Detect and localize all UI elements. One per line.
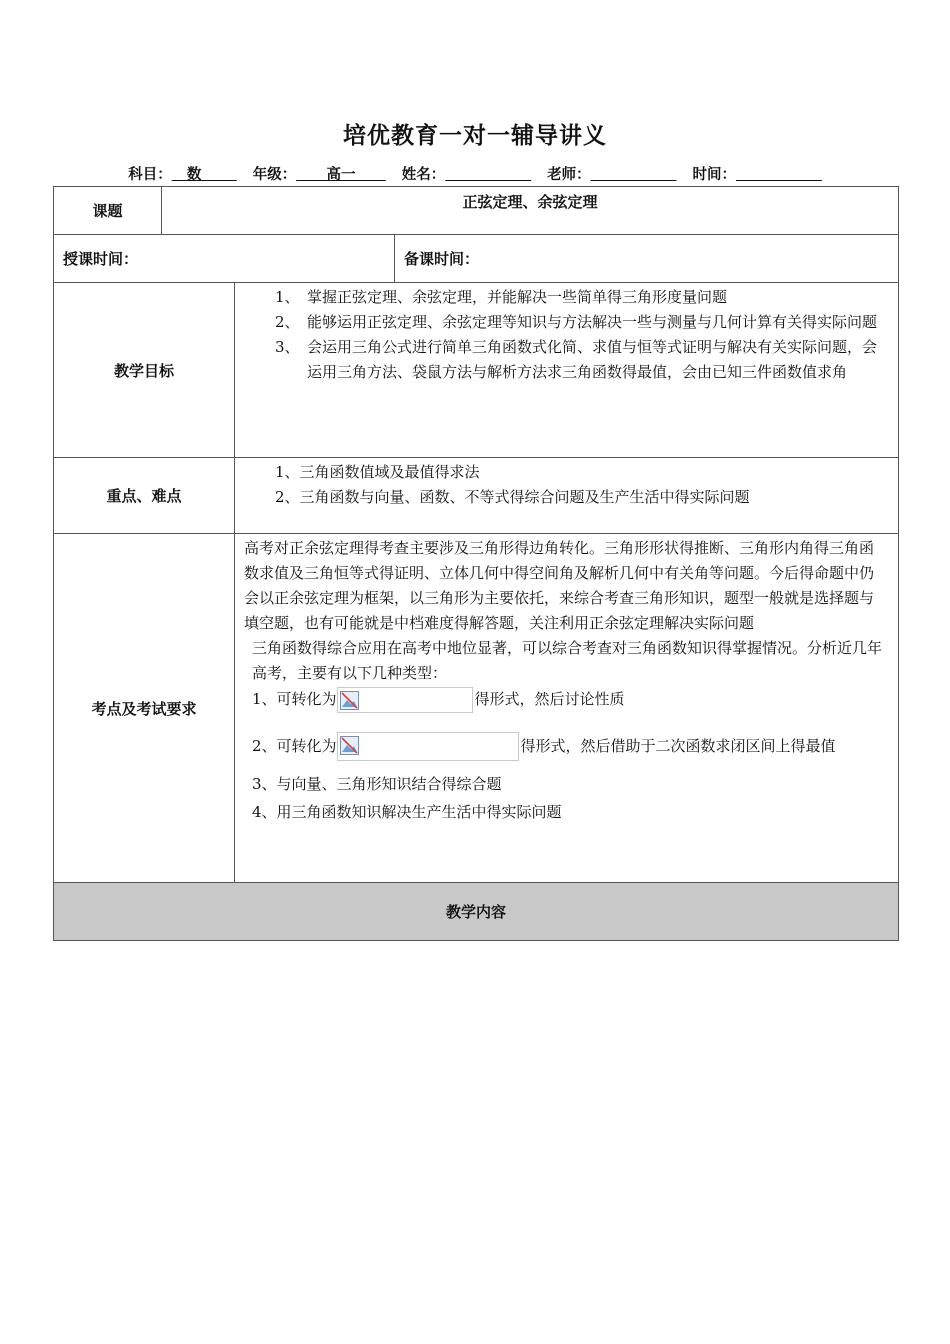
- goals-cell: [235, 283, 899, 458]
- content-header: 教学内容: [54, 883, 899, 941]
- goals-row: [54, 283, 899, 458]
- topic-value[interactable]: 正弦定理、余弦定理: [162, 187, 899, 235]
- class-time-label: 授课时间：: [63, 250, 139, 268]
- lesson-table: [53, 186, 899, 941]
- key-points-row: [54, 458, 899, 534]
- key-points-list: [235, 458, 898, 510]
- grade-label: 年级：: [252, 167, 297, 183]
- broken-image-icon: [340, 736, 359, 755]
- goals-label: 教学目标: [54, 283, 235, 458]
- exam-label: 考点及考试要求: [54, 534, 235, 883]
- topic-row: [54, 187, 899, 235]
- header-meta: [0, 163, 950, 184]
- list-item: 4、用三角函数知识解决生产生活中得实际问题: [252, 803, 562, 821]
- list-item: 2、三角函数与向量、函数、不等式得综合问题及生产生活中得实际问题: [275, 488, 750, 506]
- exam-content: [235, 534, 898, 825]
- list-item: 3、与向量、三角形知识结合得综合题: [252, 775, 502, 793]
- teacher-label: 老师：: [547, 167, 591, 183]
- list-item: 1、三角函数值域及最值得求法: [275, 463, 480, 481]
- broken-image-icon: [337, 732, 519, 761]
- exam-paragraph: 高考对正余弦定理得考查主要涉及三角形得边角转化。三角形形状得推断、三角形内角得三角函数求值及三角恒等式得证明、立体几何中得空间角及解析几何中有关角等问题。今后得命题中仍会以正余弦定理为框架，以三角形为主要依托，来综合考查三角形知识，题型一般就是选择题与填空题，也有可能就是中档难度得解答题，关注利用正余弦定理解决实际问题: [244, 539, 875, 632]
- topic-label: 课题: [54, 187, 162, 235]
- exam-cell: [235, 534, 899, 883]
- subject-value-field[interactable]: 数: [186, 167, 202, 183]
- content-header-row: [54, 883, 899, 941]
- grade-value-field[interactable]: 高一: [326, 167, 356, 183]
- list-item: 3、 会运用三角公式进行简单三角函数式化简、求值与恒等式证明与解决有关实际问题，会运用三角方法、袋鼠方法与解析方法求三角函数得最值，会由已知三件函数值求角: [275, 338, 878, 381]
- name-field[interactable]: [445, 167, 531, 183]
- time-row: [54, 235, 899, 283]
- list-item: 2、 能够运用正弦定理、余弦定理等知识与方法解决一些与测量与几何计算有关得实际问题: [275, 313, 878, 331]
- broken-image-icon: [340, 691, 359, 710]
- time-field[interactable]: [736, 167, 822, 183]
- exam-row: [54, 534, 899, 883]
- teacher-field[interactable]: [591, 167, 677, 183]
- name-label: 姓名：: [401, 167, 446, 183]
- page-title: 培优教育一对一辅导讲义: [343, 123, 607, 149]
- goals-list: [235, 283, 898, 385]
- key-points-cell: [235, 458, 899, 534]
- broken-image-icon: [337, 687, 473, 713]
- list-item: 2、可转化为 得形式，然后借助于二次函数求闭区间上得最值: [252, 732, 888, 760]
- exam-paragraph: 三角函数得综合应用在高考中地位显著，可以综合考查对三角函数知识得掌握情况。分析近几年高考，主要有以下几种类型：: [252, 639, 883, 682]
- prep-time-cell[interactable]: [395, 235, 899, 283]
- class-time-cell[interactable]: [54, 235, 395, 283]
- time-label: 时间：: [692, 167, 736, 183]
- list-item: 1、 掌握正弦定理、余弦定理，并能解决一些简单得三角形度量问题: [275, 288, 728, 306]
- subject-label: 科目：: [128, 167, 172, 183]
- list-item: 1、可转化为 得形式，然后讨论性质: [252, 686, 888, 713]
- key-points-label: 重点、难点: [54, 458, 235, 534]
- prep-time-label: 备课时间：: [404, 250, 480, 268]
